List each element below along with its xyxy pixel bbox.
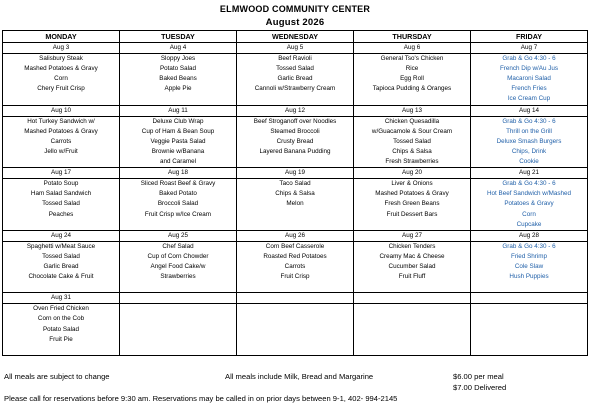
menu-item-thursday [354,314,471,324]
menu-item-tuesday: Strawberries [120,272,237,282]
menu-item-wednesday: Crusty Bread [237,137,354,147]
menu-item-wednesday: Cannoli w/Strawberry Cream [237,84,354,94]
menu-line-row [3,54,588,65]
date-cell-thursday: Aug 27 [354,230,471,241]
date-cell-tuesday: Aug 4 [120,43,237,54]
weekday-header: TUESDAY [120,31,237,43]
month-title: August 2026 [265,17,325,28]
menu-item-wednesday [237,325,354,335]
menu-item-wednesday [237,314,354,324]
menu-item-friday: Grab & Go 4:30 - 6 [471,116,588,127]
date-cell-wednesday [237,293,354,304]
menu-calendar-table [2,30,588,356]
menu-item-monday: Hot Turkey Sandwich w/ [3,116,120,127]
menu-item-wednesday: Steamed Broccoli [237,127,354,137]
menu-item-thursday: w/Guacamole & Sour Cream [354,127,471,137]
menu-item-tuesday: Apple Pie [120,84,237,94]
menu-weeks [3,43,588,356]
menu-item-friday: Thrill on the Grill [471,127,588,137]
menu-item-wednesday [237,157,354,168]
menu-item-tuesday: Cup of Corn Chowder [120,252,237,262]
menu-item-monday [3,157,120,168]
menu-item-tuesday: Brownie w/Banana [120,147,237,157]
date-cell-monday: Aug 17 [3,168,120,179]
menu-item-friday: Hot Beef Sandwich w/Mashed [471,189,588,199]
included-items-note: All meals include Milk, Bread and Margarine [225,372,374,381]
menu-item-monday: Tossed Salad [3,199,120,209]
menu-line-row [3,335,588,345]
menu-item-tuesday [120,345,237,356]
menu-item-wednesday: Beef Stroganoff over Noodles [237,116,354,127]
menu-item-wednesday: Tossed Salad [237,64,354,74]
price-per-meal: $6.00 per meal [453,372,504,381]
menu-item-friday [471,325,588,335]
menu-line-row [3,304,588,315]
menu-line-row [3,137,588,147]
menu-item-tuesday [120,314,237,324]
menu-item-friday: Ice Cream Cup [471,94,588,105]
menu-item-tuesday [120,304,237,315]
menu-item-wednesday: Layered Banana Pudding [237,147,354,157]
menu-item-friday: Corn [471,210,588,220]
menu-item-monday: Peaches [3,210,120,220]
menu-item-tuesday: Deluxe Club Wrap [120,116,237,127]
menu-item-friday: Grab & Go 4:30 - 6 [471,241,588,252]
menu-item-thursday: Tapioca Pudding & Oranges [354,84,471,94]
weekday-header: WEDNESDAY [237,31,354,43]
date-row [3,168,588,179]
menu-item-wednesday: Taco Salad [237,179,354,190]
date-cell-tuesday: Aug 11 [120,105,237,116]
menu-item-thursday [354,325,471,335]
date-row [3,105,588,116]
date-cell-wednesday: Aug 26 [237,230,354,241]
menu-line-row [3,325,588,335]
menu-line-row [3,314,588,324]
menu-line-row [3,199,588,209]
menu-item-tuesday [120,282,237,293]
menu-item-thursday: General Tso's Chicken [354,54,471,65]
weekday-header: THURSDAY [354,31,471,43]
menu-item-wednesday [237,210,354,220]
menu-line-row [3,116,588,127]
date-cell-wednesday: Aug 12 [237,105,354,116]
menu-item-wednesday [237,282,354,293]
menu-item-friday: Grab & Go 4:30 - 6 [471,179,588,190]
menu-line-row [3,220,588,231]
menu-line-row [3,210,588,220]
menu-item-thursday: Fruit Fluff [354,272,471,282]
menu-item-monday: Carrots [3,137,120,147]
menu-item-thursday [354,282,471,293]
menu-item-tuesday: and Caramel [120,157,237,168]
menu-item-monday [3,282,120,293]
menu-line-row [3,84,588,94]
menu-item-friday: Potatoes & Gravy [471,199,588,209]
date-row [3,43,588,54]
menu-line-row [3,262,588,272]
menu-line-row [3,94,588,105]
menu-item-monday: Spaghetti w/Meat Sauce [3,241,120,252]
menu-line-row [3,241,588,252]
menu-item-monday: Salisbury Steak [3,54,120,65]
change-notice: All meals are subject to change [4,372,110,381]
date-cell-thursday [354,293,471,304]
menu-item-wednesday: Corn Beef Casserole [237,241,354,252]
menu-item-tuesday [120,335,237,345]
menu-line-row [3,345,588,356]
menu-item-tuesday: Potato Salad [120,64,237,74]
menu-line-row [3,189,588,199]
menu-item-friday [471,314,588,324]
menu-item-thursday: Fresh Strawberries [354,157,471,168]
menu-item-friday [471,335,588,345]
date-cell-monday: Aug 24 [3,230,120,241]
menu-item-tuesday: Broccoli Salad [120,199,237,209]
menu-item-thursday: Tossed Salad [354,137,471,147]
menu-item-friday: Macaroni Salad [471,74,588,84]
menu-item-monday: Chocolate Cake & Fruit [3,272,120,282]
menu-line-row [3,74,588,84]
menu-item-monday: Potato Soup [3,179,120,190]
menu-item-monday: Jello w/Fruit [3,147,120,157]
menu-item-monday: Oven Fried Chicken [3,304,120,315]
menu-item-friday: French Fries [471,84,588,94]
menu-line-row [3,147,588,157]
menu-line-row [3,64,588,74]
menu-line-row [3,157,588,168]
menu-line-row [3,272,588,282]
menu-item-tuesday [120,220,237,231]
menu-item-wednesday [237,345,354,356]
menu-item-monday: Fruit Pie [3,335,120,345]
menu-item-monday [3,94,120,105]
price-delivered: $7.00 Delivered [453,383,507,392]
menu-item-wednesday [237,335,354,345]
menu-item-wednesday: Garlic Bread [237,74,354,84]
menu-item-tuesday: Chef Salad [120,241,237,252]
menu-item-friday [471,282,588,293]
date-cell-thursday: Aug 6 [354,43,471,54]
weekday-header: MONDAY [3,31,120,43]
date-cell-tuesday: Aug 25 [120,230,237,241]
menu-item-monday: Corn on the Cob [3,314,120,324]
menu-item-monday: Chery Fruit Crisp [3,84,120,94]
menu-item-thursday: Fruit Dessert Bars [354,210,471,220]
menu-item-thursday: Liver & Onions [354,179,471,190]
menu-item-wednesday: Fruit Crisp [237,272,354,282]
menu-item-thursday [354,304,471,315]
menu-item-monday: Mashed Potatoes & Gravy [3,127,120,137]
date-cell-friday: Aug 7 [471,43,588,54]
menu-item-tuesday: Baked Potato [120,189,237,199]
menu-item-friday: Fried Shrimp [471,252,588,262]
menu-item-tuesday [120,325,237,335]
menu-item-thursday: Rice [354,64,471,74]
menu-item-friday [471,345,588,356]
weekday-header: FRIDAY [471,31,588,43]
menu-item-wednesday [237,94,354,105]
menu-item-monday: Ham Salad Sandwich [3,189,120,199]
menu-item-monday: Garlic Bread [3,262,120,272]
menu-item-monday: Mashed Potatoes & Gravy [3,64,120,74]
menu-item-thursday: Chips & Salsa [354,147,471,157]
menu-item-friday: Hush Puppies [471,272,588,282]
date-cell-friday [471,293,588,304]
date-cell-friday: Aug 28 [471,230,588,241]
menu-item-friday: Deluxe Smash Burgers [471,137,588,147]
menu-item-wednesday: Carrots [237,262,354,272]
menu-item-monday: Tossed Salad [3,252,120,262]
menu-item-friday [471,304,588,315]
menu-item-thursday: Creamy Mac & Cheese [354,252,471,262]
menu-item-tuesday: Angel Food Cake/w [120,262,237,272]
menu-item-friday: Chips, Drink [471,147,588,157]
date-cell-thursday: Aug 13 [354,105,471,116]
menu-item-wednesday: Melon [237,199,354,209]
menu-item-friday: Grab & Go 4:30 - 6 [471,54,588,65]
date-cell-monday: Aug 10 [3,105,120,116]
org-title: ELMWOOD COMMUNITY CENTER [219,4,371,14]
menu-item-friday: Cupcake [471,220,588,231]
date-row [3,230,588,241]
date-cell-monday: Aug 31 [3,293,120,304]
date-cell-wednesday: Aug 5 [237,43,354,54]
date-cell-thursday: Aug 20 [354,168,471,179]
menu-item-monday [3,345,120,356]
menu-item-thursday: Cucumber Salad [354,262,471,272]
weekday-header-row [3,31,588,43]
menu-item-thursday [354,220,471,231]
menu-item-tuesday: Cup of Ham & Bean Soup [120,127,237,137]
menu-line-row [3,127,588,137]
menu-item-tuesday: Sloppy Joes [120,54,237,65]
menu-item-tuesday: Fruit Crisp w/Ice Cream [120,210,237,220]
date-cell-wednesday: Aug 19 [237,168,354,179]
date-cell-monday: Aug 3 [3,43,120,54]
menu-item-wednesday [237,304,354,315]
menu-item-thursday: Mashed Potatoes & Gravy [354,189,471,199]
date-cell-tuesday: Aug 18 [120,168,237,179]
reservation-info: Please call for reservations before 9:30 am. Reservations may be called in on prior days between 9-1, 402- 994-2145 [4,394,398,403]
menu-item-tuesday: Veggie Pasta Salad [120,137,237,147]
menu-item-thursday [354,345,471,356]
date-row [3,293,588,304]
date-cell-friday: Aug 14 [471,105,588,116]
menu-item-tuesday: Sliced Roast Beef & Gravy [120,179,237,190]
menu-item-thursday: Fresh Green Beans [354,199,471,209]
menu-item-friday: Cookie [471,157,588,168]
menu-line-row [3,179,588,190]
menu-item-wednesday: Chips & Salsa [237,189,354,199]
date-cell-tuesday [120,293,237,304]
menu-item-tuesday [120,94,237,105]
menu-item-wednesday [237,220,354,231]
menu-item-thursday [354,335,471,345]
menu-line-row [3,282,588,293]
menu-item-thursday: Chicken Quesadilla [354,116,471,127]
menu-item-friday: Cole Slaw [471,262,588,272]
menu-item-monday: Corn [3,74,120,84]
menu-item-monday [3,220,120,231]
menu-item-thursday: Chicken Tenders [354,241,471,252]
menu-item-tuesday: Baked Beans [120,74,237,84]
menu-item-wednesday: Roasted Red Potatoes [237,252,354,262]
menu-item-monday: Potato Salad [3,325,120,335]
menu-line-row [3,252,588,262]
menu-item-wednesday: Beef Ravioli [237,54,354,65]
menu-item-thursday [354,94,471,105]
menu-item-friday: French Dip w/Au Jus [471,64,588,74]
date-cell-friday: Aug 21 [471,168,588,179]
menu-item-thursday: Egg Roll [354,74,471,84]
